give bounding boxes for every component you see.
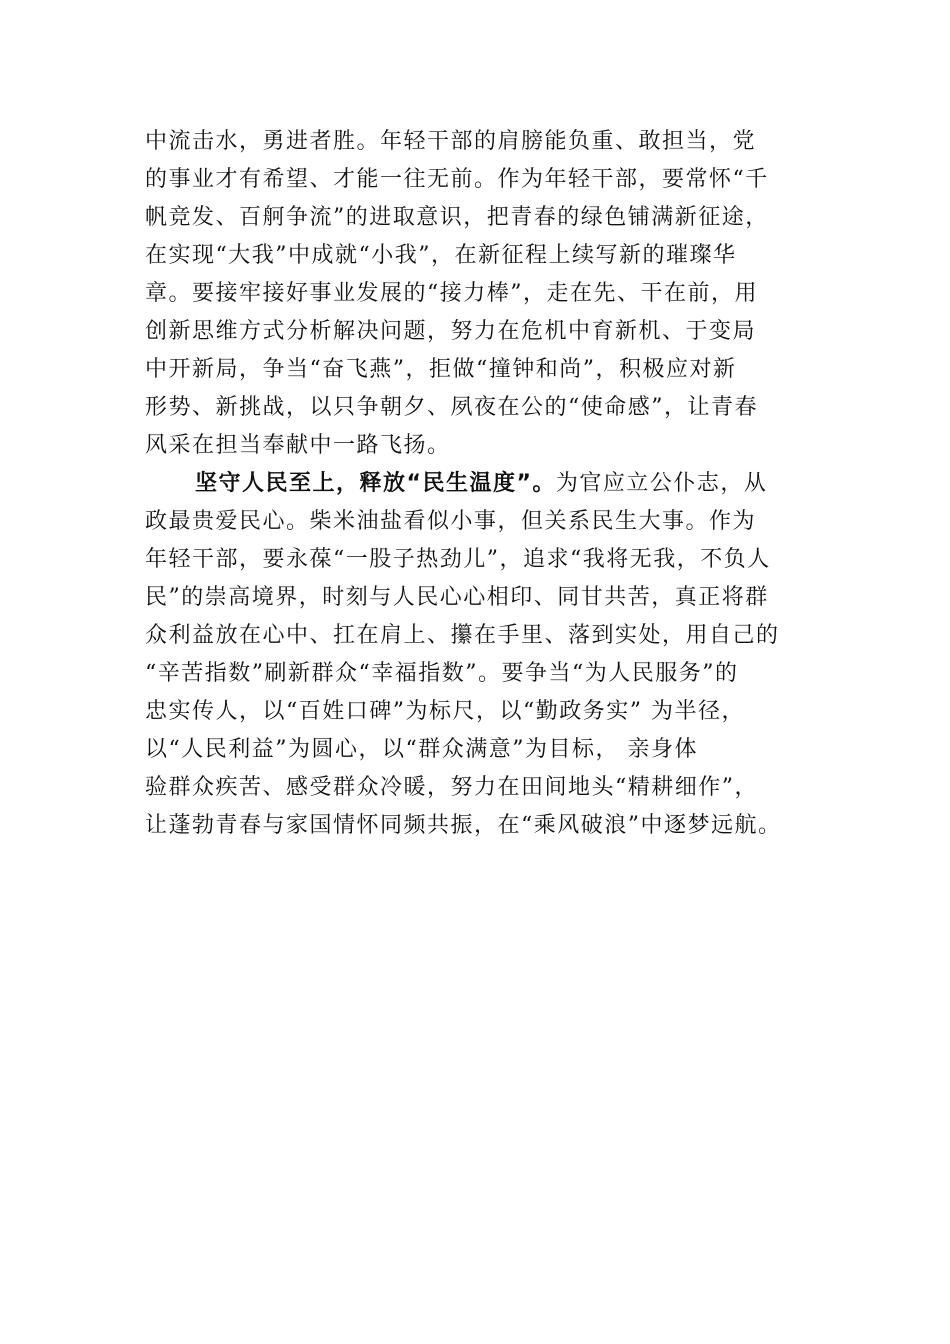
paragraph-1 (145, 123, 810, 465)
paragraph-line: 忠实传人，以“百姓口碑”为标尺，以“勤政务实” 为半径， (145, 699, 745, 724)
paragraph-line: 中开新局，争当“奋飞燕”，拒做“撞钟和尚”，积极应对新 (145, 357, 737, 382)
paragraph-line: 民”的崇高境界，时刻与人民心心相印、同甘共苦，真正将群 (145, 585, 769, 610)
paragraph-line: 创新思维方式分析解决问题，努力在危机中育新机、于变局 (145, 319, 757, 344)
document-body (145, 123, 810, 845)
paragraph-line: 形势、新挑战，以只争朝夕、夙夜在公的“使命感”，让青春 (145, 395, 758, 420)
paragraph-line: “辛苦指数”刷新群众“幸福指数”。要争当“为人民服务”的 (145, 661, 739, 686)
paragraph-line: 政最贵爱民心。柴米油盐看似小事，但关系民生大事。作为 (145, 509, 757, 534)
paragraph-line: 在实现“大我”中成就“小我”，在新征程上续写新的璀璨华 (145, 243, 737, 268)
paragraph-first-line (145, 465, 810, 503)
paragraph-line: 让蓬勃青春与家国情怀同频共振，在“乘风破浪”中逐梦远航。 (145, 813, 782, 838)
paragraph-line: 以“人民利益”为圆心，以“群众满意”为目标， 亲身体 (145, 737, 698, 762)
paragraph-2 (145, 465, 810, 845)
paragraph-line: 章。要接牢接好事业发展的“接力棒”，走在先、干在前，用 (145, 281, 758, 306)
paragraph-line: 的事业才有希望、才能一往无前。作为年轻干部，要常怀“千 (145, 167, 769, 192)
paragraph-lead-text: 为官应立公仆志，从 (555, 471, 768, 496)
paragraph-heading: 坚守人民至上，释放“民生温度”。 (195, 471, 556, 496)
paragraph-line: 众利益放在心中、扛在肩上、攥在手里、落到实处，用自己的 (145, 623, 780, 648)
paragraph-line: 年轻干部，要永葆“一股子热劲儿”，追求“我将无我，不负人 (145, 547, 771, 572)
paragraph-line: 验群众疾苦、感受群众冷暖，努力在田间地头“精耕细作”， (145, 775, 758, 800)
paragraph-line: 帆竞发、百舸争流”的进取意识，把青春的绿色铺满新征途， (145, 205, 769, 230)
paragraph-line: 风采在担当奉献中一路飞扬。 (145, 433, 451, 458)
paragraph-line: 中流击水，勇进者胜。年轻干部的肩膀能负重、敢担当，党 (145, 129, 757, 154)
